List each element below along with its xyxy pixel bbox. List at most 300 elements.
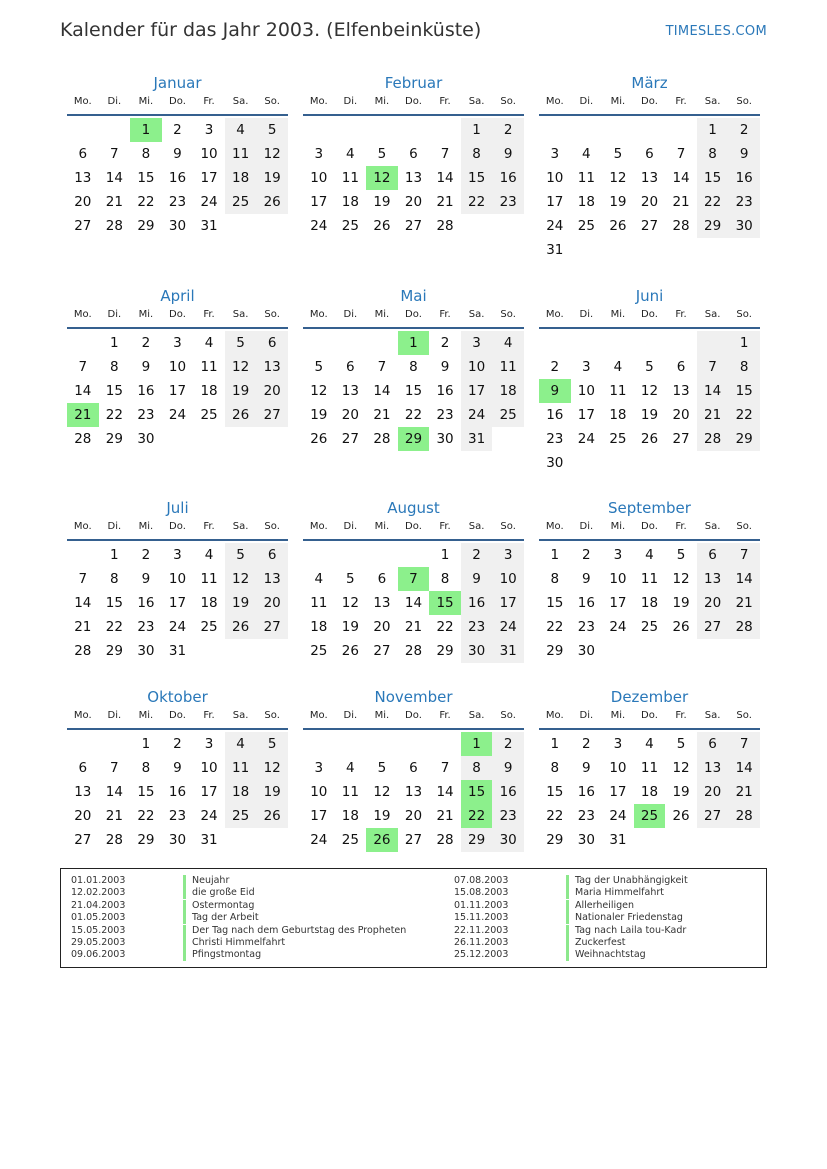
day-cell: 24 — [546, 218, 564, 234]
holiday-marker — [183, 875, 186, 887]
day-cell: 21 — [404, 619, 423, 635]
day-cell: 26 — [225, 403, 257, 427]
weekday-label: Mi. — [138, 309, 154, 320]
day-cell: 12 — [341, 595, 359, 611]
site-link[interactable]: TIMESLES.COM — [665, 24, 767, 39]
weekday-label: Do. — [641, 96, 658, 107]
holiday-day-cell: 29 — [398, 427, 430, 451]
day-cell: 7 — [728, 732, 760, 756]
day-cell: 26 — [341, 643, 359, 659]
day-cell: 27 — [256, 615, 288, 639]
holiday-date: 01.05.2003 — [71, 912, 126, 924]
weekday-label: Sa. — [232, 309, 249, 320]
weekday-label: Di. — [579, 96, 594, 107]
holiday-row — [61, 949, 406, 961]
empty-day-cell — [67, 331, 99, 355]
day-cell: 24 — [461, 403, 493, 427]
weekday-label: Mi. — [374, 521, 390, 532]
holiday-name: Der Tag nach dem Geburtstag des Propheten — [192, 924, 407, 936]
day-cell: 9 — [173, 760, 182, 776]
day-cell: 4 — [613, 359, 623, 375]
day-cell: 22 — [697, 190, 729, 214]
day-cell: 14 — [672, 170, 690, 186]
day-cell: 4 — [314, 571, 324, 587]
month-name: November — [374, 688, 453, 706]
day-cell: 28 — [436, 832, 454, 848]
day-cell: 12 — [310, 383, 328, 399]
weekday-label: Mi. — [374, 710, 390, 721]
day-cell: 13 — [256, 355, 288, 379]
day-cell: 6 — [409, 760, 418, 776]
day-cell: 12 — [225, 567, 257, 591]
day-cell: 4 — [225, 118, 257, 142]
holiday-day-cell: 15 — [429, 591, 461, 615]
day-cell: 27 — [672, 431, 690, 447]
holiday-name: Christi Himmelfahrt — [192, 936, 286, 948]
day-cell: 2 — [728, 118, 760, 142]
weekday-label: So. — [736, 96, 752, 107]
empty-day-cell — [665, 331, 697, 355]
day-cell: 10 — [310, 784, 328, 800]
day-cell: 18 — [640, 595, 659, 611]
day-cell: 3 — [173, 335, 182, 351]
empty-day-cell — [335, 543, 367, 567]
day-cell: 5 — [613, 146, 623, 162]
day-cell: 23 — [137, 407, 155, 423]
weekday-label: Sa. — [468, 96, 485, 107]
day-cell: 30 — [577, 643, 595, 659]
day-cell: 7 — [377, 359, 387, 375]
day-cell: 26 — [609, 218, 627, 234]
month-oktober — [67, 686, 288, 852]
day-cell: 13 — [404, 784, 423, 800]
holiday-marker — [183, 912, 186, 924]
day-cell: 3 — [613, 736, 623, 752]
day-cell: 28 — [373, 431, 391, 447]
day-cell: 24 — [310, 218, 328, 234]
weekday-label: So. — [500, 96, 516, 107]
day-cell: 4 — [645, 547, 654, 563]
day-cell: 19 — [341, 619, 359, 635]
holiday-date: 15.08.2003 — [454, 887, 509, 899]
weekday-label: Sa. — [704, 96, 721, 107]
holiday-name: Tag der Arbeit — [192, 912, 259, 924]
day-cell: 8 — [141, 760, 151, 776]
day-cell: 24 — [492, 615, 524, 639]
day-cell: 1 — [110, 335, 119, 351]
weekday-label: So. — [736, 521, 752, 532]
day-cell: 14 — [373, 383, 391, 399]
holiday-name: Tag nach Laila tou-Kadr — [575, 924, 687, 936]
day-cell: 4 — [225, 732, 257, 756]
day-cell: 16 — [728, 166, 760, 190]
holiday-row — [444, 875, 688, 887]
holiday-row — [61, 912, 406, 924]
day-cell: 2 — [141, 547, 151, 563]
day-cell: 29 — [461, 828, 493, 852]
day-cell: 2 — [173, 736, 182, 752]
holiday-row — [61, 900, 406, 912]
weekday-label: So. — [500, 710, 516, 721]
weekday-label: Sa. — [232, 710, 249, 721]
day-grid — [303, 541, 524, 663]
day-cell: 6 — [256, 331, 288, 355]
holiday-marker — [183, 887, 186, 899]
day-cell: 3 — [582, 359, 591, 375]
day-cell: 16 — [492, 166, 524, 190]
weekday-header — [539, 519, 760, 541]
day-cell: 15 — [546, 784, 564, 800]
day-cell: 7 — [676, 146, 686, 162]
weekday-label: So. — [500, 309, 516, 320]
weekday-label: Do. — [169, 710, 186, 721]
day-cell: 13 — [697, 756, 729, 780]
holiday-date: 12.02.2003 — [71, 887, 126, 899]
day-cell: 4 — [204, 335, 214, 351]
day-grid — [67, 730, 288, 852]
day-cell: 10 — [168, 571, 187, 587]
day-cell: 19 — [310, 407, 328, 423]
day-cell: 25 — [640, 619, 659, 635]
day-cell: 22 — [436, 619, 454, 635]
day-cell: 25 — [225, 804, 257, 828]
holiday-name: Pfingstmontag — [192, 949, 262, 961]
holiday-name: die große Eid — [192, 887, 255, 899]
day-cell: 14 — [74, 383, 92, 399]
day-cell: 11 — [225, 142, 257, 166]
day-cell: 21 — [728, 780, 760, 804]
day-cell: 25 — [200, 407, 218, 423]
holiday-day-cell: 21 — [67, 403, 99, 427]
day-cell: 16 — [137, 383, 155, 399]
day-cell: 1 — [141, 736, 151, 752]
day-cell: 2 — [582, 736, 591, 752]
weekday-label: Mo. — [545, 96, 564, 107]
weekday-label: Fr. — [439, 96, 451, 107]
day-cell: 6 — [78, 760, 88, 776]
holiday-date: 01.01.2003 — [71, 875, 126, 886]
month-september — [539, 497, 760, 663]
month-name: März — [631, 74, 668, 92]
day-cell: 19 — [225, 379, 257, 403]
weekday-label: Mi. — [610, 96, 626, 107]
day-cell: 17 — [577, 407, 595, 423]
day-cell: 30 — [168, 832, 187, 848]
holiday-marker — [183, 900, 186, 912]
weekday-label: Sa. — [468, 710, 485, 721]
day-cell: 7 — [440, 146, 450, 162]
day-cell: 30 — [168, 218, 187, 234]
weekday-label: Di. — [107, 96, 122, 107]
empty-day-cell — [602, 331, 634, 355]
holiday-name: Ostermontag — [192, 899, 255, 911]
weekday-label: Sa. — [704, 521, 721, 532]
day-cell: 29 — [105, 431, 123, 447]
empty-day-cell — [571, 331, 603, 355]
day-cell: 2 — [492, 118, 524, 142]
day-cell: 17 — [168, 595, 187, 611]
day-cell: 18 — [225, 166, 257, 190]
holiday-legend — [60, 868, 767, 968]
holiday-name: Tag der Unabhängigkeit — [575, 875, 688, 886]
day-cell: 23 — [492, 804, 524, 828]
day-cell: 13 — [697, 567, 729, 591]
weekday-label: Mo. — [309, 521, 328, 532]
day-cell: 6 — [346, 359, 355, 375]
day-cell: 13 — [256, 567, 288, 591]
empty-day-cell — [335, 732, 367, 756]
day-grid — [67, 541, 288, 663]
weekday-label: Fr. — [675, 710, 687, 721]
holiday-date: 26.11.2003 — [454, 936, 509, 948]
day-cell: 8 — [728, 355, 760, 379]
day-cell: 16 — [492, 780, 524, 804]
day-cell: 14 — [728, 567, 760, 591]
day-cell: 29 — [105, 643, 123, 659]
day-cell: 24 — [577, 431, 595, 447]
weekday-header — [539, 307, 760, 329]
day-cell: 18 — [200, 383, 218, 399]
day-cell: 16 — [577, 595, 595, 611]
day-cell: 9 — [141, 359, 151, 375]
day-cell: 28 — [728, 804, 760, 828]
weekday-label: Di. — [579, 309, 594, 320]
day-cell: 15 — [404, 383, 423, 399]
day-grid — [303, 730, 524, 852]
day-grid — [539, 116, 760, 262]
holiday-name: Zuckerfest — [575, 936, 626, 948]
day-cell: 23 — [137, 619, 155, 635]
weekday-header — [303, 307, 524, 329]
day-cell: 10 — [546, 170, 564, 186]
day-cell: 15 — [137, 170, 155, 186]
weekday-label: Do. — [641, 710, 658, 721]
day-cell: 4 — [204, 547, 214, 563]
day-cell: 26 — [672, 619, 690, 635]
day-cell: 27 — [640, 218, 659, 234]
month-november — [303, 686, 524, 852]
day-cell: 18 — [577, 194, 595, 210]
day-cell: 10 — [609, 571, 627, 587]
day-cell: 4 — [346, 760, 355, 776]
day-cell: 6 — [377, 571, 387, 587]
empty-day-cell — [634, 331, 666, 355]
day-cell: 9 — [440, 359, 450, 375]
weekday-label: Mo. — [73, 309, 92, 320]
weekday-label: Do. — [169, 96, 186, 107]
day-cell: 9 — [582, 571, 591, 587]
day-cell: 25 — [310, 643, 328, 659]
day-cell: 31 — [200, 832, 218, 848]
day-cell: 1 — [440, 547, 450, 563]
weekday-label: Mo. — [73, 96, 92, 107]
day-cell: 27 — [373, 643, 391, 659]
weekday-label: Mi. — [610, 521, 626, 532]
day-cell: 13 — [373, 595, 391, 611]
holiday-row — [444, 937, 688, 949]
day-cell: 5 — [645, 359, 654, 375]
holiday-marker — [566, 900, 569, 912]
day-cell: 5 — [377, 146, 387, 162]
day-cell: 14 — [728, 756, 760, 780]
day-cell: 29 — [436, 643, 454, 659]
weekday-label: Sa. — [232, 521, 249, 532]
weekday-label: So. — [264, 710, 280, 721]
day-cell: 5 — [256, 732, 288, 756]
day-cell: 13 — [341, 383, 359, 399]
empty-day-cell — [303, 331, 335, 355]
weekday-label: Sa. — [232, 96, 249, 107]
day-cell: 30 — [546, 455, 564, 471]
day-cell: 10 — [200, 760, 218, 776]
day-cell: 17 — [461, 379, 493, 403]
day-cell: 9 — [461, 567, 493, 591]
day-cell: 2 — [582, 547, 591, 563]
day-cell: 21 — [105, 808, 123, 824]
day-cell: 9 — [141, 571, 151, 587]
day-cell: 11 — [200, 571, 218, 587]
weekday-label: Di. — [579, 710, 594, 721]
month-name: Juni — [635, 287, 664, 305]
day-cell: 20 — [256, 379, 288, 403]
day-cell: 12 — [373, 784, 391, 800]
holiday-marker — [183, 937, 186, 949]
weekday-label: Fr. — [675, 96, 687, 107]
weekday-label: Mo. — [73, 521, 92, 532]
day-cell: 29 — [137, 832, 155, 848]
holiday-marker — [566, 925, 569, 937]
holiday-date: 07.08.2003 — [454, 875, 509, 886]
day-cell: 19 — [373, 808, 391, 824]
day-cell: 10 — [461, 355, 493, 379]
day-cell: 10 — [609, 760, 627, 776]
day-grid — [539, 541, 760, 663]
day-cell: 13 — [404, 170, 423, 186]
day-cell: 25 — [609, 431, 627, 447]
day-cell: 31 — [609, 832, 627, 848]
day-cell: 17 — [310, 808, 328, 824]
day-cell: 21 — [373, 407, 391, 423]
holiday-day-cell: 9 — [539, 379, 571, 403]
holiday-row — [61, 937, 406, 949]
holiday-date: 25.12.2003 — [454, 949, 509, 961]
day-cell: 11 — [492, 355, 524, 379]
day-cell: 23 — [577, 808, 595, 824]
weekday-label: Sa. — [468, 521, 485, 532]
day-cell: 31 — [168, 643, 187, 659]
day-cell: 20 — [373, 619, 391, 635]
day-cell: 5 — [314, 359, 324, 375]
empty-day-cell — [366, 331, 398, 355]
day-cell: 1 — [728, 331, 760, 355]
empty-day-cell — [366, 543, 398, 567]
holiday-marker — [566, 912, 569, 924]
month-juli — [67, 497, 288, 663]
day-cell: 5 — [346, 571, 355, 587]
holiday-marker — [566, 875, 569, 887]
day-cell: 20 — [404, 808, 423, 824]
holiday-row — [444, 925, 688, 937]
day-cell: 20 — [697, 780, 729, 804]
weekday-label: Di. — [343, 96, 358, 107]
day-cell: 27 — [74, 832, 92, 848]
day-cell: 22 — [105, 619, 123, 635]
day-cell: 3 — [173, 547, 182, 563]
weekday-label: Fr. — [203, 710, 215, 721]
weekday-label: Mi. — [610, 710, 626, 721]
day-cell: 25 — [577, 218, 595, 234]
day-cell: 19 — [373, 194, 391, 210]
day-cell: 20 — [341, 407, 359, 423]
day-cell: 14 — [105, 170, 123, 186]
holiday-day-cell: 1 — [461, 732, 493, 756]
month-mai — [303, 285, 524, 451]
day-cell: 3 — [613, 547, 623, 563]
weekday-label: Mo. — [545, 309, 564, 320]
day-cell: 18 — [310, 619, 328, 635]
day-cell: 13 — [74, 170, 92, 186]
day-cell: 5 — [377, 760, 387, 776]
day-cell: 18 — [225, 780, 257, 804]
day-cell: 28 — [105, 218, 123, 234]
day-cell: 3 — [314, 146, 324, 162]
day-cell: 30 — [137, 643, 155, 659]
holiday-day-cell: 7 — [398, 567, 430, 591]
holiday-name: Allerheiligen — [575, 899, 635, 911]
day-cell: 20 — [74, 194, 92, 210]
day-cell: 1 — [697, 118, 729, 142]
holiday-day-cell: 25 — [634, 804, 666, 828]
day-grid — [539, 730, 760, 852]
day-cell: 9 — [582, 760, 591, 776]
day-cell: 14 — [74, 595, 92, 611]
empty-day-cell — [539, 118, 571, 142]
holiday-date: 09.06.2003 — [71, 949, 126, 961]
month-name: April — [160, 287, 195, 305]
day-cell: 22 — [461, 190, 493, 214]
day-cell: 25 — [341, 218, 359, 234]
empty-day-cell — [303, 732, 335, 756]
day-cell: 13 — [672, 383, 690, 399]
empty-day-cell — [67, 118, 99, 142]
day-cell: 12 — [225, 355, 257, 379]
day-cell: 8 — [550, 760, 560, 776]
weekday-header — [303, 94, 524, 116]
holiday-name: Neujahr — [192, 875, 230, 886]
month-name: August — [387, 499, 440, 517]
weekday-label: Do. — [405, 96, 422, 107]
day-cell: 13 — [640, 170, 659, 186]
weekday-label: Di. — [107, 710, 122, 721]
weekday-header — [67, 94, 288, 116]
day-cell: 28 — [105, 832, 123, 848]
day-cell: 18 — [341, 808, 359, 824]
weekday-label: Do. — [641, 521, 658, 532]
weekday-label: Mo. — [545, 710, 564, 721]
day-cell: 15 — [105, 383, 123, 399]
weekday-label: Do. — [641, 309, 658, 320]
day-cell: 8 — [409, 359, 418, 375]
weekday-header — [539, 94, 760, 116]
day-grid — [539, 329, 760, 475]
page-title: Kalender für das Jahr 2003. (Elfenbeinküste) — [60, 19, 482, 41]
day-cell: 27 — [404, 218, 423, 234]
weekday-label: Fr. — [203, 521, 215, 532]
day-cell: 24 — [168, 407, 187, 423]
weekday-label: Di. — [107, 521, 122, 532]
day-cell: 7 — [728, 543, 760, 567]
weekday-label: So. — [264, 96, 280, 107]
